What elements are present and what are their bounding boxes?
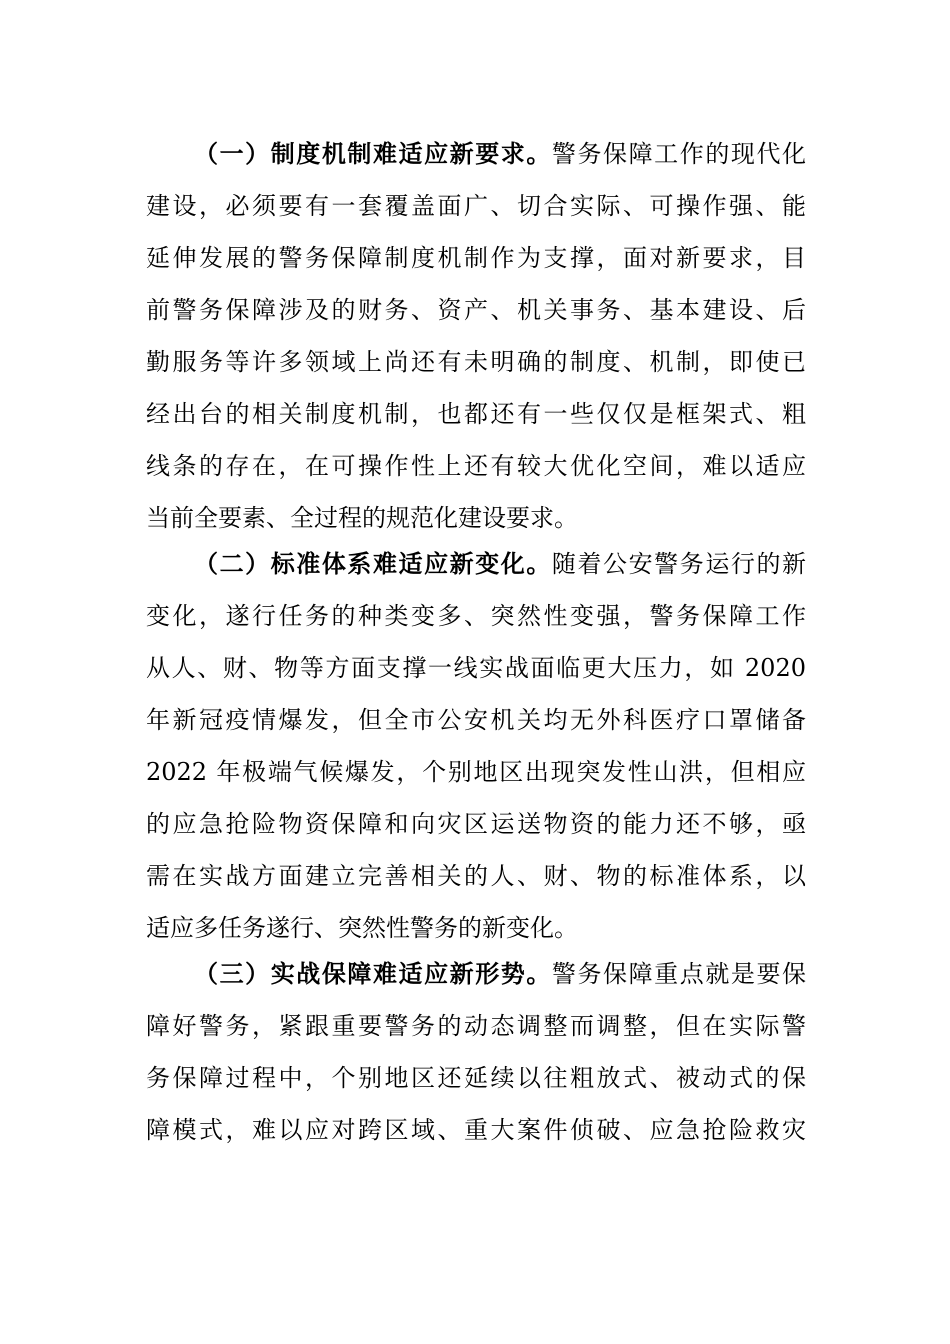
- paragraph-first-line: [146, 948, 806, 1000]
- body-line: 勤服务等许多领域上尚还有未明确的制度、机制，即使已: [146, 348, 806, 376]
- body-line: 需在实战方面建立完善相关的人、财、物的标准体系，以: [146, 862, 806, 890]
- body-line: 障好警务，紧跟重要警务的动态调整而调整，但在实际警: [146, 1012, 806, 1040]
- body-line: 从人、财、物等方面支撑一线实战面临更大压力，如 2020: [146, 654, 806, 682]
- body-line: 线条的存在，在可操作性上还有较大优化空间，难以适应: [146, 452, 806, 480]
- body-text: 警务保障重点就是要保: [551, 960, 807, 988]
- paragraph-standard-system: [146, 538, 806, 954]
- body-line: 变化，遂行任务的种类变多、突然性变强，警务保障工作: [146, 602, 806, 630]
- paragraph-first-line: [146, 128, 806, 180]
- paragraph-first-line: [146, 538, 806, 590]
- section-heading: （二）标准体系难适应新变化。: [194, 550, 552, 578]
- body-line: 的应急抢险物资保障和向灾区运送物资的能力还不够，亟: [146, 810, 806, 838]
- body-line: 务保障过程中，个别地区还延续以往粗放式、被动式的保: [146, 1064, 806, 1092]
- body-line: 建设，必须要有一套覆盖面广、切合实际、可操作强、能: [146, 192, 806, 220]
- section-heading: （三）实战保障难适应新形势。: [194, 960, 552, 988]
- body-line: 前警务保障涉及的财务、资产、机关事务、基本建设、后: [146, 296, 806, 324]
- body-text: 警务保障工作的现代化: [551, 140, 807, 168]
- body-line: 年新冠疫情爆发，但全市公安机关均无外科医疗口罩储备: [146, 706, 806, 734]
- body-text: 随着公安警务运行的新: [551, 550, 807, 578]
- body-line: 延伸发展的警务保障制度机制作为支撑，面对新要求，目: [146, 244, 806, 272]
- body-line: 2022 年极端气候爆发，个别地区出现突发性山洪，但相应: [146, 758, 806, 786]
- body-line: 经出台的相关制度机制，也都还有一些仅仅是框架式、粗: [146, 400, 806, 428]
- paragraph-institutional-mechanism: [146, 128, 806, 544]
- body-line: 适应多任务遂行、突然性警务的新变化。: [146, 914, 578, 942]
- body-line: 障模式，难以应对跨区域、重大案件侦破、应急抢险救灾: [146, 1116, 806, 1144]
- section-heading: （一）制度机制难适应新要求。: [194, 140, 552, 168]
- paragraph-combat-support: [146, 948, 806, 1156]
- body-line: 当前全要素、全过程的规范化建设要求。: [146, 504, 578, 532]
